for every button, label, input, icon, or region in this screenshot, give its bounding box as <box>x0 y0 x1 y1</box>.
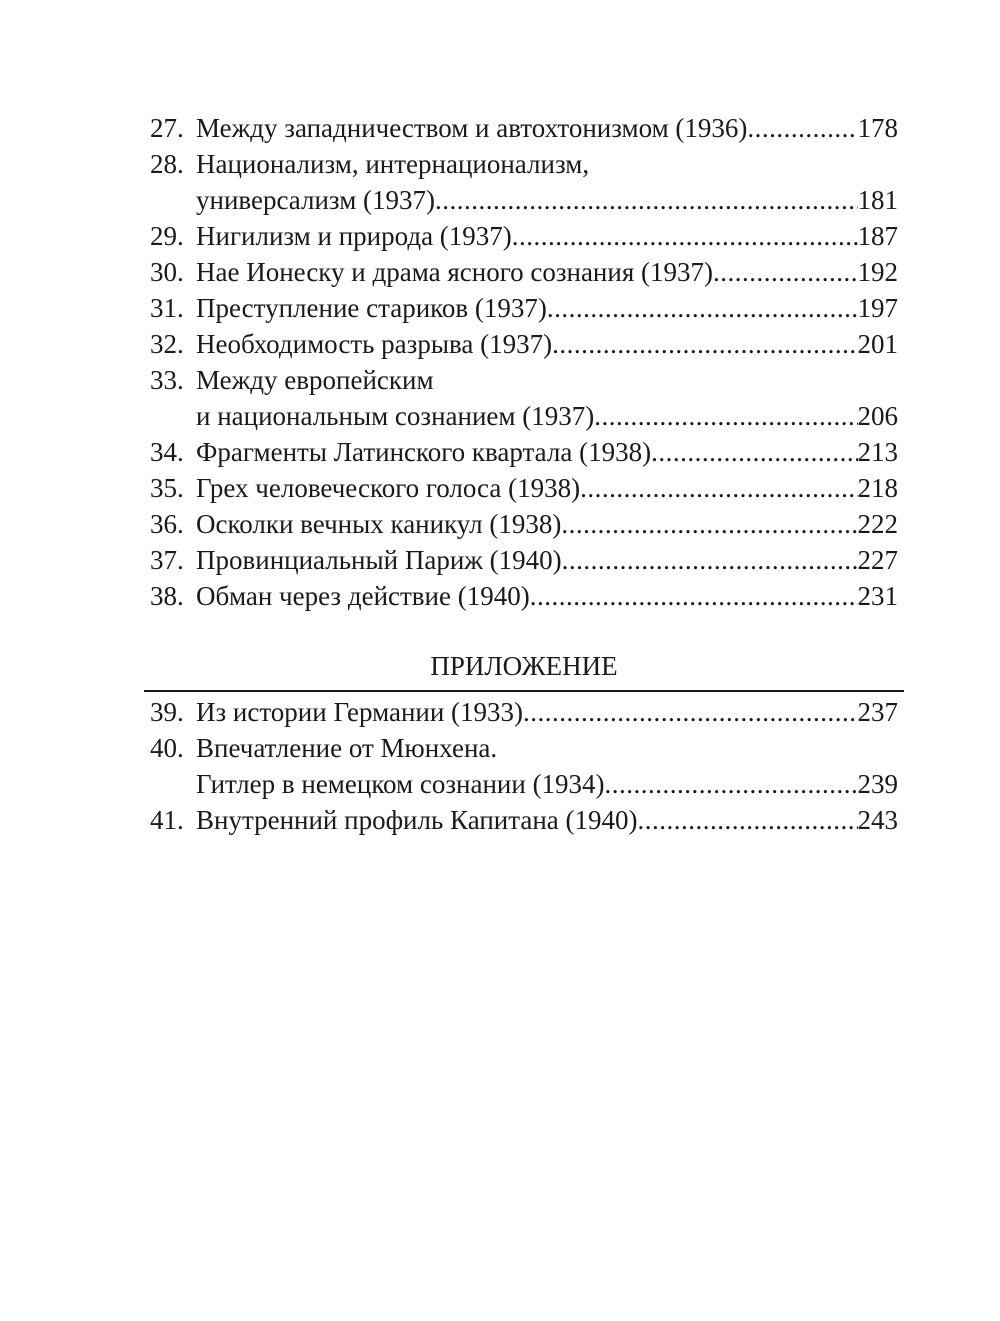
entry-body <box>196 470 898 506</box>
entry-number: 38. <box>150 581 184 611</box>
toc-entry[interactable] <box>150 146 898 218</box>
dot-leader <box>552 326 857 362</box>
page-number: 237 <box>857 697 898 727</box>
toc-entry[interactable] <box>150 290 898 326</box>
entry-line <box>196 802 898 838</box>
toc-entry[interactable] <box>150 110 898 146</box>
entry-title: Впечатление от Мюнхена. <box>196 733 498 763</box>
page-number: 231 <box>857 581 898 611</box>
entry-title: Необходимость разрыва (1937) <box>196 329 553 359</box>
entry-title: Осколки вечных каникул (1938) <box>196 509 562 539</box>
entry-number: 37. <box>150 545 184 575</box>
entry-title: Между западничеством и автохтонизмом (1936) <box>196 113 748 143</box>
toc-entry[interactable] <box>150 506 898 542</box>
dot-leader <box>747 110 857 146</box>
entry-body <box>196 578 898 614</box>
entry-body <box>196 694 898 730</box>
dot-leader <box>594 398 857 434</box>
entry-title: Преступление стариков (1937) <box>196 293 547 323</box>
entry-line <box>196 254 898 290</box>
table-of-contents <box>150 110 898 838</box>
page-number: 201 <box>857 329 898 359</box>
entry-title: Нае Ионеску и драма ясного сознания (1937) <box>196 257 713 287</box>
dot-leader <box>638 802 858 838</box>
entry-number: 31. <box>150 293 184 323</box>
entry-number: 33. <box>150 365 184 395</box>
appendix-heading: ПРИЛОЖЕНИЕ <box>144 648 904 692</box>
entry-title: Обман через действие (1940) <box>196 581 530 611</box>
toc-entry[interactable] <box>150 218 898 254</box>
toc-entry[interactable] <box>150 802 898 838</box>
entry-title: Нигилизм и природа (1937) <box>196 221 512 251</box>
entry-title: Национализм, интернационализм, <box>196 149 590 179</box>
entry-number: 34. <box>150 437 184 467</box>
entry-number: 39. <box>150 697 184 727</box>
entry-number: 29. <box>150 221 184 251</box>
entry-body <box>196 254 898 290</box>
dot-leader <box>530 578 858 614</box>
page-number: 181 <box>857 185 898 215</box>
entry-body <box>196 434 898 470</box>
toc-appendix-list <box>150 694 898 838</box>
dot-leader <box>580 470 857 506</box>
toc-entry[interactable] <box>150 362 898 434</box>
entry-line <box>196 218 898 254</box>
toc-entry[interactable] <box>150 434 898 470</box>
toc-entry[interactable] <box>150 542 898 578</box>
page-number: 206 <box>857 401 898 431</box>
entry-title: Внутренний профиль Капитана (1940) <box>196 805 638 835</box>
entry-body <box>196 326 898 362</box>
entry-number: 30. <box>150 257 184 287</box>
toc-entry[interactable] <box>150 578 898 614</box>
entry-body <box>196 218 898 254</box>
entry-line <box>196 146 898 182</box>
page-number: 243 <box>857 805 898 835</box>
entry-number: 32. <box>150 329 184 359</box>
entry-title: Грех человеческого голоса (1938) <box>196 473 581 503</box>
entry-line <box>196 110 898 146</box>
dot-leader <box>435 182 857 218</box>
toc-entry[interactable] <box>150 254 898 290</box>
entry-line <box>196 506 898 542</box>
page-number: 192 <box>857 257 898 287</box>
entry-line <box>196 290 898 326</box>
entry-number: 28. <box>150 149 184 179</box>
entry-body <box>196 362 898 434</box>
entry-title: Между европейским <box>196 365 434 395</box>
dot-leader <box>561 506 857 542</box>
entry-title: Фрагменты Латинского квартала (1938) <box>196 437 652 467</box>
toc-entry[interactable] <box>150 326 898 362</box>
dot-leader <box>512 218 858 254</box>
entry-title: Гитлер в немецком сознании (1934) <box>196 769 605 799</box>
dot-leader <box>713 254 858 290</box>
page-number: 187 <box>857 221 898 251</box>
page-number: 222 <box>857 509 898 539</box>
toc-entry[interactable] <box>150 470 898 506</box>
dot-leader <box>523 694 857 730</box>
entry-body <box>196 290 898 326</box>
page-number: 197 <box>857 293 898 323</box>
entry-line <box>196 766 898 802</box>
entry-line <box>196 398 898 434</box>
entry-body <box>196 542 898 578</box>
toc-main-list <box>150 110 898 614</box>
page-number: 239 <box>857 769 898 799</box>
entry-body <box>196 730 898 802</box>
toc-entry[interactable] <box>150 730 898 802</box>
entry-line <box>196 326 898 362</box>
entry-line <box>196 470 898 506</box>
dot-leader <box>605 766 858 802</box>
entry-number: 27. <box>150 113 184 143</box>
entry-body <box>196 506 898 542</box>
entry-title: Провинциальный Париж (1940) <box>196 545 562 575</box>
entry-title: Из истории Германии (1933) <box>196 697 524 727</box>
page-number: 178 <box>857 113 898 143</box>
page-number: 218 <box>857 473 898 503</box>
entry-line <box>196 182 898 218</box>
entry-title: универсализм (1937) <box>196 185 436 215</box>
entry-number: 40. <box>150 733 184 763</box>
entry-body <box>196 802 898 838</box>
entry-line <box>196 694 898 730</box>
entry-line <box>196 578 898 614</box>
dot-leader <box>651 434 857 470</box>
dot-leader <box>562 542 858 578</box>
entry-number: 36. <box>150 509 184 539</box>
page-number: 213 <box>857 437 898 467</box>
entry-line <box>196 730 898 766</box>
entry-line <box>196 434 898 470</box>
entry-number: 41. <box>150 805 184 835</box>
entry-line <box>196 542 898 578</box>
entry-body <box>196 110 898 146</box>
toc-entry[interactable] <box>150 694 898 730</box>
entry-line <box>196 362 898 398</box>
dot-leader <box>547 290 858 326</box>
entry-title: и национальным сознанием (1937) <box>196 401 595 431</box>
entry-body <box>196 146 898 218</box>
entry-number: 35. <box>150 473 184 503</box>
page-number: 227 <box>857 545 898 575</box>
